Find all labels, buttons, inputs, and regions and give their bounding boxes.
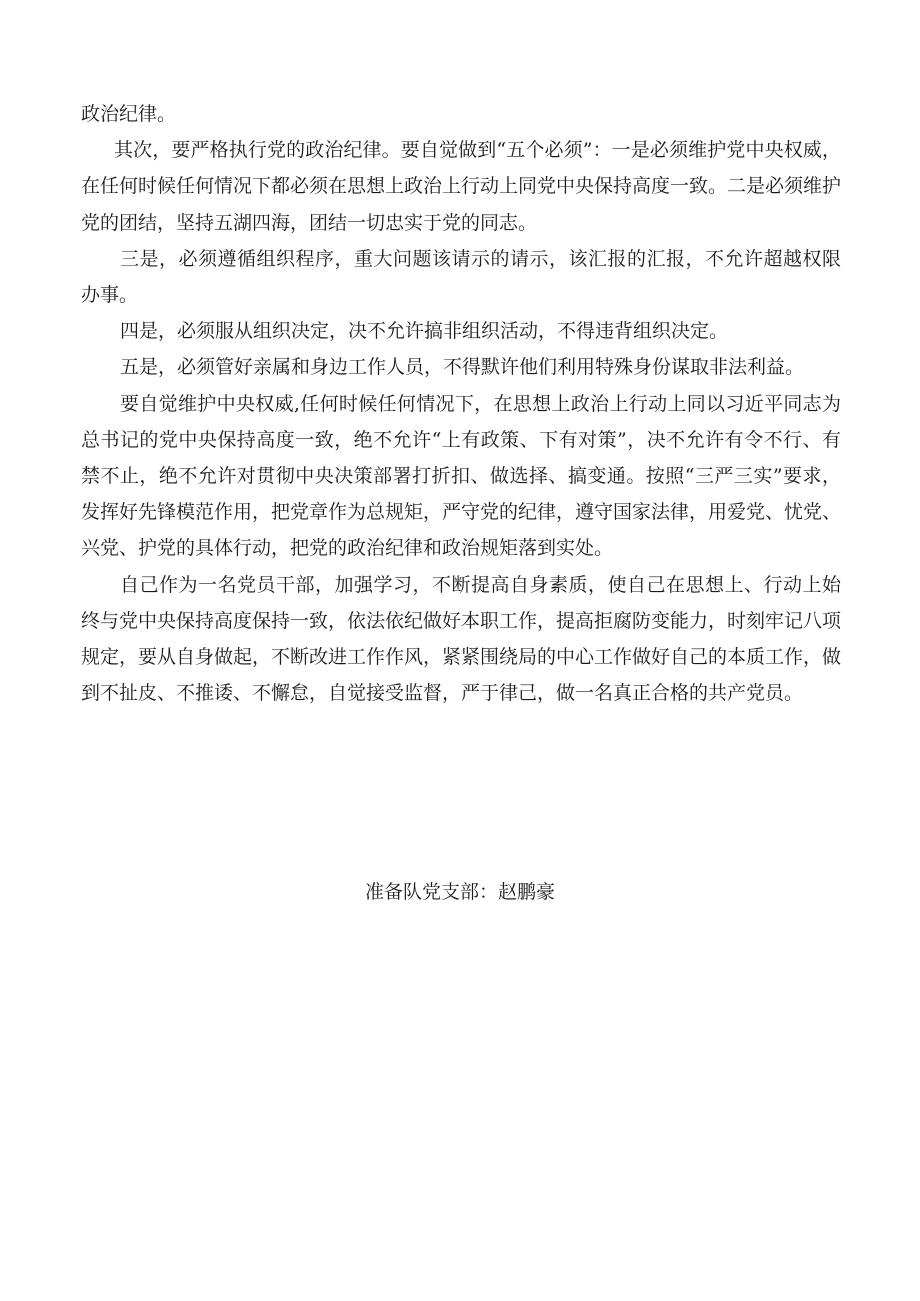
paragraph-central-authority: 要自觉维护中央权威,任何时候任何情况下，在思想上政治上行动上同以习近平同志为总书记的党中央保持高度一致，绝不允许“上有政策、下有对策”，决不允许有令不行、有禁不止，绝不允许对贯彻中央决策部署打折扣、做选择、搞变通。按照“三严三实”要求，发挥好先锋模范作用，把党章作为总规矩，严守党的纪律，遵守国家法律，用爱党、忧党、兴党、护党的具体行动，把党的政治纪律和政治规矩落到实处。 xyxy=(81,392,842,560)
paragraph-continuation: 政治纪律。 xyxy=(81,103,177,125)
signature-line: 准备队党支部：赵鹏豪 xyxy=(364,881,555,903)
document-body xyxy=(81,96,841,711)
paragraph-self-commitment: 自己作为一名党员干部，加强学习，不断提高自身素质，使自己在思想上、行动上始终与党中央保持高度保持一致，依法依纪做好本职工作，提高拒腐防变能力，时刻牢记八项规定，要从自身做起，不断改进工作作风，紧紧围绕局的中心工作做好自己的本质工作，做到不扯皮、不推诿、不懈怠，自觉接受监督，严于律己，做一名真正合格的共产党员。 xyxy=(81,573,842,705)
paragraph-third: 三是，必须遵循组织程序，重大问题该请示的请示，该汇报的汇报，不允许超越权限办事。 xyxy=(81,247,841,307)
paragraph-fourth: 四是，必须服从组织决定，决不允许搞非组织活动，不得违背组织决定。 xyxy=(120,320,729,343)
paragraph-secondly: 其次，要严格执行党的政治纪律。要自觉做到“五个必须”：一是必须维护党中央权威，在任何时候任何情况下都必须在思想上政治上行动上同党中央保持高度一致。二是必须维护党的团结，坚持五湖四海，团结一切忠实于党的同志。 xyxy=(81,139,842,234)
paragraph-fifth: 五是，必须管好亲属和身边工作人员，不得默许他们利用特殊身份谋取非法利益。 xyxy=(120,356,805,379)
